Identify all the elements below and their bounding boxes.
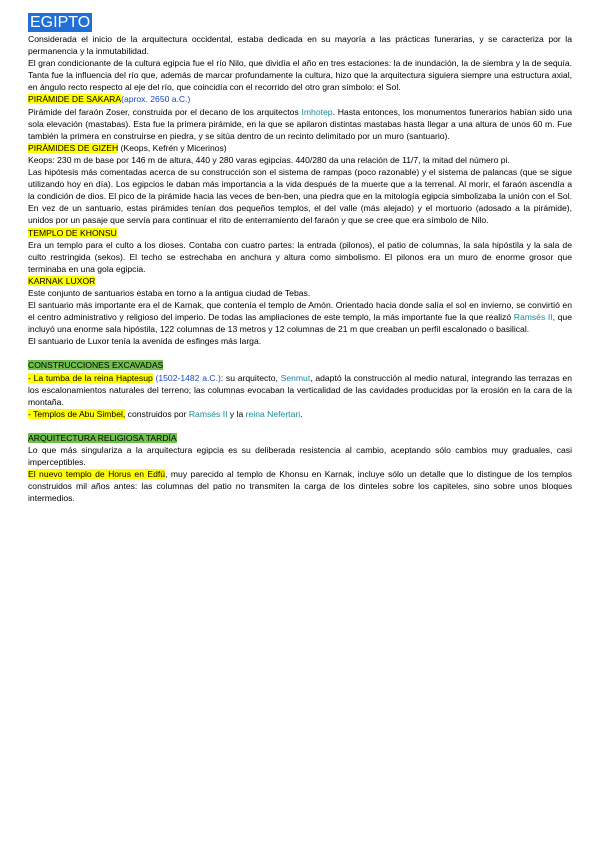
luxor-paragraph-2 [28,299,572,335]
haptesup-label: - La tumba de la reina Haptesup [28,372,153,383]
nefertari-name: reina Nefertari [245,408,301,419]
abu-simbel-label: - Templos de Abu Simbel, [28,408,126,419]
haptesup-date: (1502-1482 a.C.) [155,372,221,383]
tardia-paragraph-1: Lo que más singulariza a la arquitectura egipcia es su deliberada resistencia al cambio, aceptando sólo cambios muy graduales, casi imperceptibles. [28,445,572,468]
excavadas-text-b: , adaptó la construcción al medio natural, integrando las terrazas en los escalonamientos naturales del terreno; las columnas evocaban la verticalidad de las cavidades producidas por la erosión en la cara de la montaña. [28,372,572,407]
excavadas-text-a: : su arquitecto, [220,372,281,383]
excavadas-heading: CONSTRUCCIONES EXCAVADAS [28,360,164,371]
gizeh-subtitle: (Keops, Kefrén y Micerinos) [118,142,227,153]
gizeh-paragraph-2: Las hipótesis más comentadas acerca de su construcción son el sistema de rampas (poco razonable) y el sistema de palancas (que se sigue utilizando hoy en día). Los egipcios le daban más importancia a la vida después de la muerte que a la terrenal. Al morir, el faraón ascendía a la condición de dios. El pico de la pirámide hacia las veces de ben-ben, una piedra que en la mitología egipcia simbolizaba la unión con el Sol. En vez de un santuario, estas pirámides tenían dos pequeños templos, el del valle (más alejado) y el mortuorio (adosado a la pirámide), unidos por un pasaje que servía para continuar el rito de enterramiento del faraón y que se cree que era símbolo de Nilo. [28,167,572,226]
edfu-text: , muy parecido al templo de Khonsu en Karnak, incluye sólo un detalle que lo distingue de los templos construidos mil años antes: las columnas del patio no transmiten la carga de los dinteles sobre los capiteles, sino sobre unos bloques intermedios. [28,469,572,504]
abu-simbel-text-b: y la [227,408,246,419]
edfu-label: El nuevo templo de Horus en Edfú [28,469,166,480]
sakara-date: (aprox. 2650 a.C.) [121,94,191,105]
section-sakara-heading [28,93,572,105]
khonsu-paragraph: Era un templo para el culto a los dioses. Contaba con cuatro partes: la entrada (pilonos), el patio de columnas, la sala hipóstila y la sala de culto restringida (sekos). El techo se estrechaba en anchura y altura como simbolismo. El pilonos era un muro de enorme grosor que terminaba en una gola egipcia. [28,239,572,274]
tardia-heading: ARQUITECTURA RELIGIOSA TARDÍA [28,432,177,443]
luxor-paragraph-3: El santuario de Luxor tenía la avenida de esfinges más larga. [28,336,262,347]
section-gizeh-heading [28,142,572,154]
page-title: EGIPTO [30,14,91,31]
intro-paragraph-2: El gran condicionante de la cultura egipcia fue el río Nilo, que dividía el año en tres estaciones: la de inundación, la de siembra y la de sequía. Tanta fue la influencia del río que, además de marcar profundamente la cultura, hizo que la arquitectura siguiera siempre una estructura axial, en ángulo recto respecto al eje del río, que coincidía con el recorrido del otro gran símbolo: el Sol. [28,58,572,93]
luxor-paragraph-1: Este conjunto de santuarios estaba en torno a la antigua ciudad de Tebas. [28,287,311,298]
luxor-heading: KARNAK LUXOR [28,275,96,286]
excavadas-item-1 [28,372,572,408]
ramses-name-2: Ramsés II [188,408,228,419]
intro-paragraph-1: Considerada el inicio de la arquitectura occidental, estaba dedicada en su mayoría a las prácticas funerarias, y se caracteriza por la permanencia y la inmutabilidad. [28,34,572,57]
sakara-paragraph [28,106,572,142]
section-tardia-heading [28,432,572,444]
spacer [28,420,572,432]
senmut-name: Senmut [280,372,311,383]
abu-simbel-text-c: . [300,408,303,419]
excavadas-item-2 [28,408,572,420]
gizeh-heading: PIRÁMIDES DE GIZEH [28,142,119,153]
section-luxor-heading [28,275,572,287]
luxor-text-a: El santuario más importante era el de Karnak, que contenía el templo de Amón. Orientado hacia donde salía el sol en invierno, se convirtió en el centro administrativo y religioso del imperio. De todas las ampliaciones de este templo, la más importante fue la que realizó [28,300,572,323]
gizeh-paragraph-1: Keops: 230 m de base por 146 m de altura, 440 y 280 varas egipcias. 440/280 da una relación de 11/7, la mitad del número pi. [28,154,510,165]
sakara-text-b: . Hasta entonces, los monumentos funerarios habían sido una sola elevación (mastabas). Esta fue la primera pirámide, en la que se apilaron distintas mastabas hasta llegar a una altura de unos 60 m. Fue también la primera en construirse en piedra, y se sitúa dentro de un recinto delimitado por un muro (santuario). [28,106,572,141]
sakara-text-a: Pirámide del faraón Zoser, construida por el decano de los arquitectos [28,106,302,117]
section-khonsu-heading [28,227,572,239]
sakara-heading: PIRÁMIDE DE SAKARA [28,94,122,105]
imhotep-name: Imhotep [301,106,333,117]
khonsu-heading: TEMPLO DE KHONSU [28,227,117,238]
document [28,13,572,504]
tardia-paragraph-2 [28,468,572,504]
luxor-text-b: , que incluyó una enorme sala hipóstila, 122 columnas de 13 metros y 12 columnas de 21 m que creaban un perfil escalonado o basilical. [28,312,572,335]
section-excavadas-heading [28,359,572,371]
ramses-name: Ramsés II [513,312,553,323]
abu-simbel-text-a: construidos por [125,408,189,419]
spacer [28,347,572,359]
